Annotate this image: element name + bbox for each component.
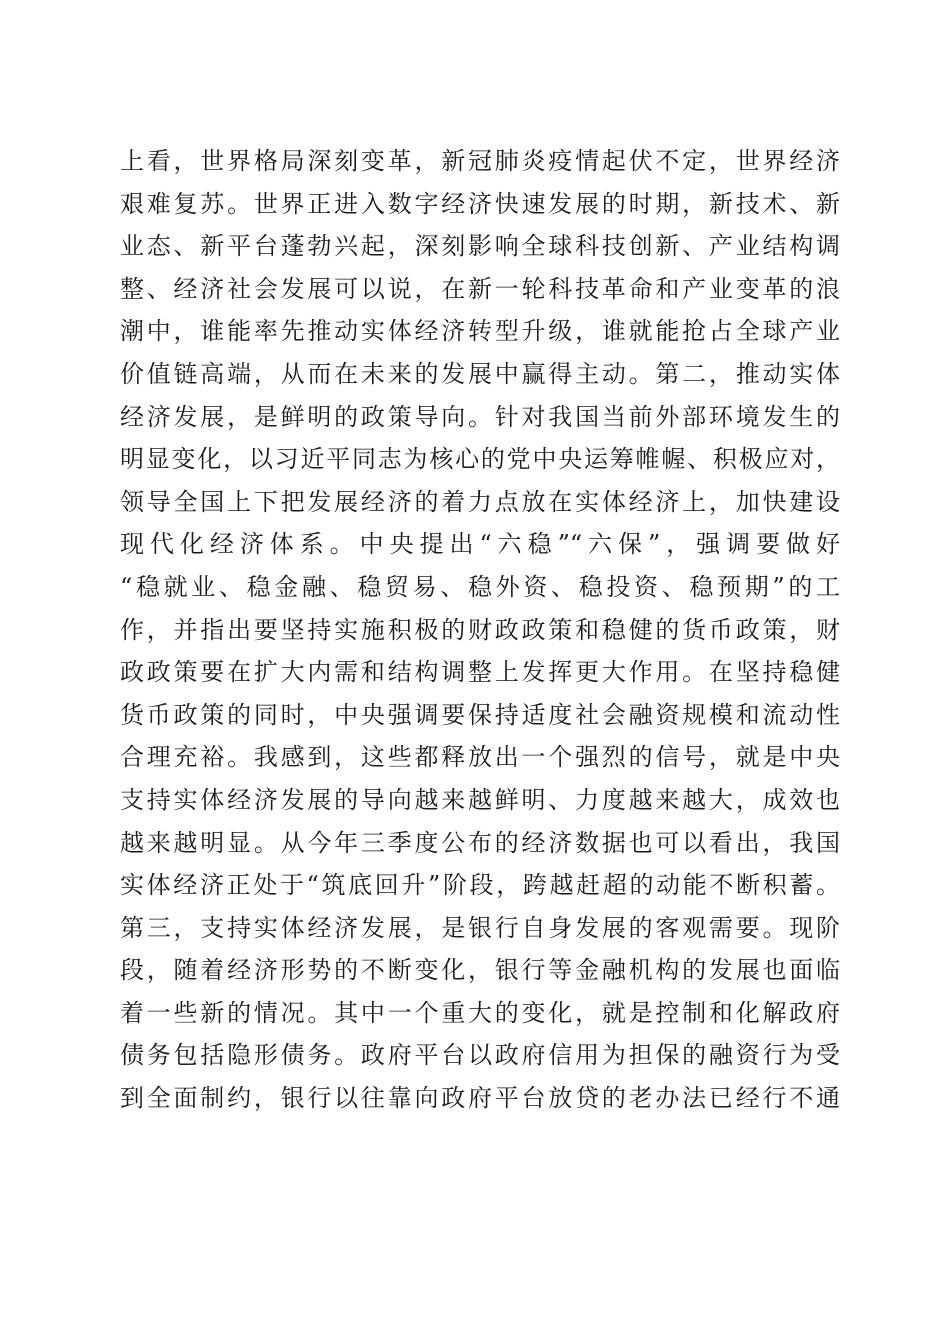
text-line: 明显变化，以习近平同志为核心的党中央运筹帷幄、积极应对， [120,445,840,474]
text-line: “稳就业、稳金融、稳贸易、稳外资、稳投资、稳预期”的工 [120,572,840,601]
text-line: 整、经济社会发展可以说，在新一轮科技革命和产业变革的浪 [120,274,840,303]
text-line: 经济发展，是鲜明的政策导向。针对我国当前外部环境发生的 [120,402,840,431]
text-line: 艰难复苏。世界正进入数字经济快速发展的时期，新技术、新 [120,189,840,218]
text-line: 上看，世界格局深刻变革，新冠肺炎疫情起伏不定，世界经济 [120,147,840,175]
text-line: 作，并指出要坚持实施积极的财政政策和稳健的货币政策，财 [120,615,840,644]
text-line: 领导全国上下把发展经济的着力点放在实体经济上，加快建设 [120,487,840,516]
text-line: 潮中，谁能率先推动实体经济转型升级，谁就能抢占全球产业 [120,317,840,346]
text-line: 价值链高端，从而在未来的发展中赢得主动。第二，推动实体 [120,359,840,388]
text-line: 合理充裕。我感到，这些都释放出一个强烈的信号，就是中央 [120,743,840,772]
text-line: 着一些新的情况。其中一个重大的变化，就是控制和化解政府 [120,998,840,1027]
text-line: 现代化经济体系。中央提出“六稳”“六保”，强调要做好 [120,530,840,559]
text-line: 实体经济正处于“筑底回升”阶段，跨越赶超的动能不断积蓄。 [120,871,840,900]
text-line: 政政策要在扩大内需和结构调整上发挥更大作用。在坚持稳健 [120,658,840,687]
text-line: 债务包括隐形债务。政府平台以政府信用为担保的融资行为受 [120,1041,840,1070]
text-line: 第三，支持实体经济发展，是银行自身发展的客观需要。现阶 [120,913,840,942]
text-line: 段，随着经济形势的不断变化，银行等金融机构的发展也面临 [120,956,840,985]
text-line: 支持实体经济发展的导向越来越鲜明、力度越来越大，成效也 [120,785,840,814]
text-line: 到全面制约，银行以往靠向政府平台放贷的老办法已经行不通 [120,1084,840,1113]
text-line: 货币政策的同时，中央强调要保持适度社会融资规模和流动性 [120,700,840,729]
text-line: 业态、新平台蓬勃兴起，深刻影响全球科技创新、产业结构调 [120,232,840,261]
body-text [120,140,840,1120]
text-line: 越来越明显。从今年三季度公布的经济数据也可以看出，我国 [120,828,840,857]
